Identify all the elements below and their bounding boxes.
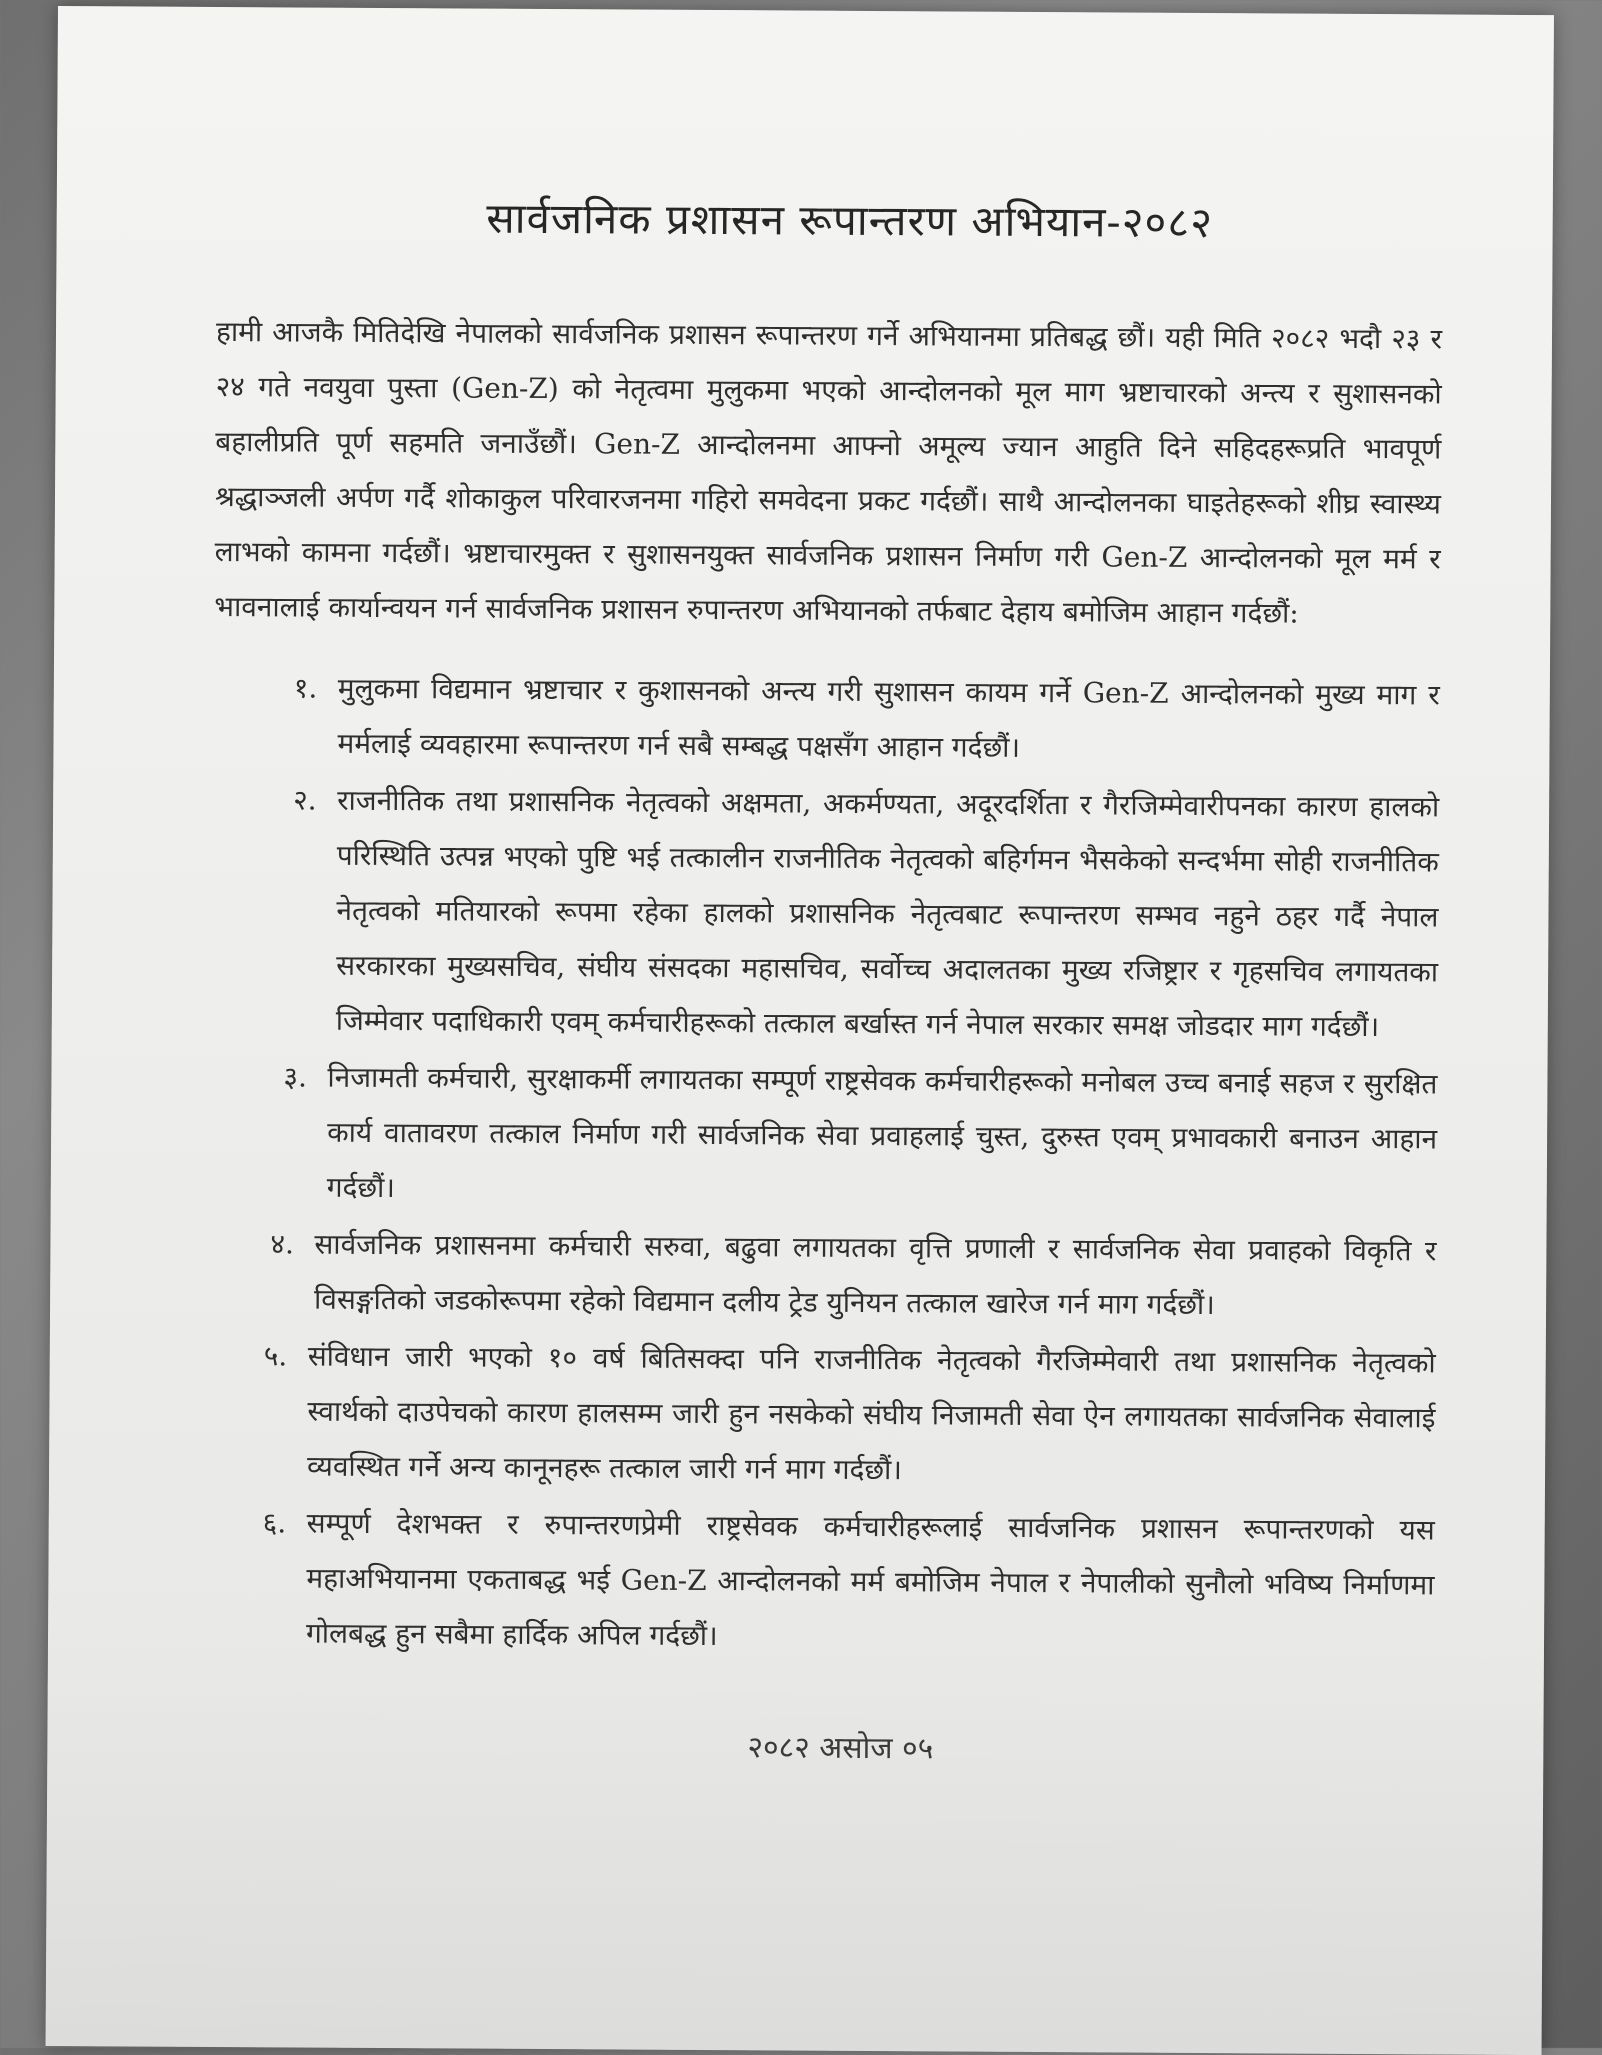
item-number: ६.	[262, 1506, 287, 1540]
list-item	[293, 660, 1440, 777]
item-number: १.	[293, 671, 318, 705]
item-number: ३.	[283, 1060, 308, 1094]
item-text: सम्पूर्ण देशभक्त र रुपान्तरणप्रेमी राष्ट्रसेवक कर्मचारीहरूलाई सार्वजनिक प्रशासन रूपान्तरणको यस महाअभियानमा एकताबद्ध भई Gen-Z आन्दोलनको मर्म बमोजिम नेपाल र नेपालीको सुनौलो भविष्य निर्माणमा गोलबद्ध हुन सबैमा हार्दिक अपिल गर्दछौं।	[305, 1506, 1435, 1653]
item-text: मुलुकमा विद्यमान भ्रष्टाचार र कुशासनको अन्त्य गरी सुशासन कायम गर्ने Gen-Z आन्दोलनको मुख्य माग र मर्मलाई व्यवहारमा रूपान्तरण गर्न सबै सम्बद्ध पक्षसँग आहान गर्दछौं।	[337, 671, 1440, 764]
item-text: संविधान जारी भएको १० वर्ष बितिसक्दा पनि राजनीतिक नेतृत्वको गैरजिम्मेवारी तथा प्रशासनिक नेतृत्वको स्वार्थको दाउपेचको कारण हालसम्म जारी हुन नसकेको संघीय निजामती सेवा ऐन लगायतका सार्वजनिक सेवालाई व्यवस्थित गर्ने अन्य कानूनहरू तत्काल जारी गर्न माग गर्दछौं।	[306, 1339, 1436, 1487]
item-text: सार्वजनिक प्रशासनमा कर्मचारी सरुवा, बढुवा लगायतका वृत्ति प्रणाली र सार्वजनिक सेवा प्रवाहको विकृति र विसङ्गतिको जडकोरूपमा रहेको विद्यमान दलीय ट्रेड युनियन तत्काल खारेज गर्न माग गर्दछौं।	[314, 1227, 1437, 1322]
list-item	[292, 772, 1440, 1054]
item-number: २.	[293, 783, 317, 817]
list-item	[283, 1049, 1438, 1221]
intro-paragraph: हामी आजकै मितिदेखि नेपालको सार्वजनिक प्रशासन रूपान्तरण गर्ने अभियानमा प्रतिबद्ध छौं। यही मिति २०८२ भदौ २३ र २४ गते नवयुवा पुस्ता (Gen-Z) को नेतृत्वमा मुलुकमा भएको आन्दोलनको मूल माग भ्रष्टाचारको अन्त्य र सुशासनको बहालीप्रति पूर्ण सहमति जनाउँछौं। Gen-Z आन्दोलनमा आफ्नो अमूल्य ज्यान आहुति दिने सहिदहरूप्रति भावपूर्ण श्रद्धाञ्जली अर्पण गर्दै शोकाकुल परिवारजनमा गहिरो समवेदना प्रकट गर्दछौं। साथै आन्दोलनका घाइतेहरूको शीघ्र स्वास्थ्य लाभको कामना गर्दछौं। भ्रष्टाचारमुक्त र सुशासनयुक्त सार्वजनिक प्रशासन निर्माण गरी Gen-Z आन्दोलनको मूल मर्म र भावनालाई कार्यान्वयन गर्न सार्वजनिक प्रशासन रुपान्तरण अभियानको तर्फबाट देहाय बमोजिम आहान गर्दछौं:	[214, 314, 1443, 630]
item-number: ५.	[263, 1339, 288, 1373]
paper-sheet	[46, 6, 1554, 2055]
list-item	[270, 1216, 1437, 1333]
demands-list	[208, 660, 1440, 1667]
item-text: राजनीतिक तथा प्रशासनिक नेतृत्वको अक्षमता, अकर्मण्यता, अदूरदर्शिता र गैरजिम्मेवारीपनका कारण हालको परिस्थिति उत्पन्न भएको पुष्टि भई तत्कालीन राजनीतिक नेतृत्वको बहिर्गमन भैसकेको सन्दर्भमा सोही राजनीतिक नेतृत्वको मतियारको रूपमा रहेका हालको प्रशासनिक नेतृत्वबाट रूपान्तरण सम्भव नहुने ठहर गर्दै नेपाल सरकारका मुख्यसचिव, संघीय संसदका महासचिव, सर्वोच्च अदालतका मुख्य रजिष्ट्रार र गृहसचिव लगायतका जिम्मेवार पदाधिकारी एवम् कर्मचारीहरूको तत्काल बर्खास्त गर्न नेपाल सरकार समक्ष जोडदार माग गर्दछौं।	[335, 783, 1440, 1044]
document-date: २०८२ असोज ०५	[747, 1730, 934, 1767]
item-text: निजामती कर्मचारी, सुरक्षाकर्मी लगायतका सम्पूर्ण राष्ट्रसेवक कर्मचारीहरूको मनोबल उच्च बनाई सहज र सुरक्षित कार्य वातावरण तत्काल निर्माण गरी सार्वजनिक सेवा प्रवाहलाई चुस्त, दुरुस्त एवम् प्रभावकारी बनाउन आहान गर्दछौं।	[326, 1060, 1438, 1205]
list-item	[263, 1328, 1436, 1500]
list-item	[262, 1495, 1435, 1667]
item-number: ४.	[270, 1227, 295, 1261]
document-title: सार्वजनिक प्रशासन रूपान्तरण अभियान-२०८२	[486, 193, 1214, 248]
